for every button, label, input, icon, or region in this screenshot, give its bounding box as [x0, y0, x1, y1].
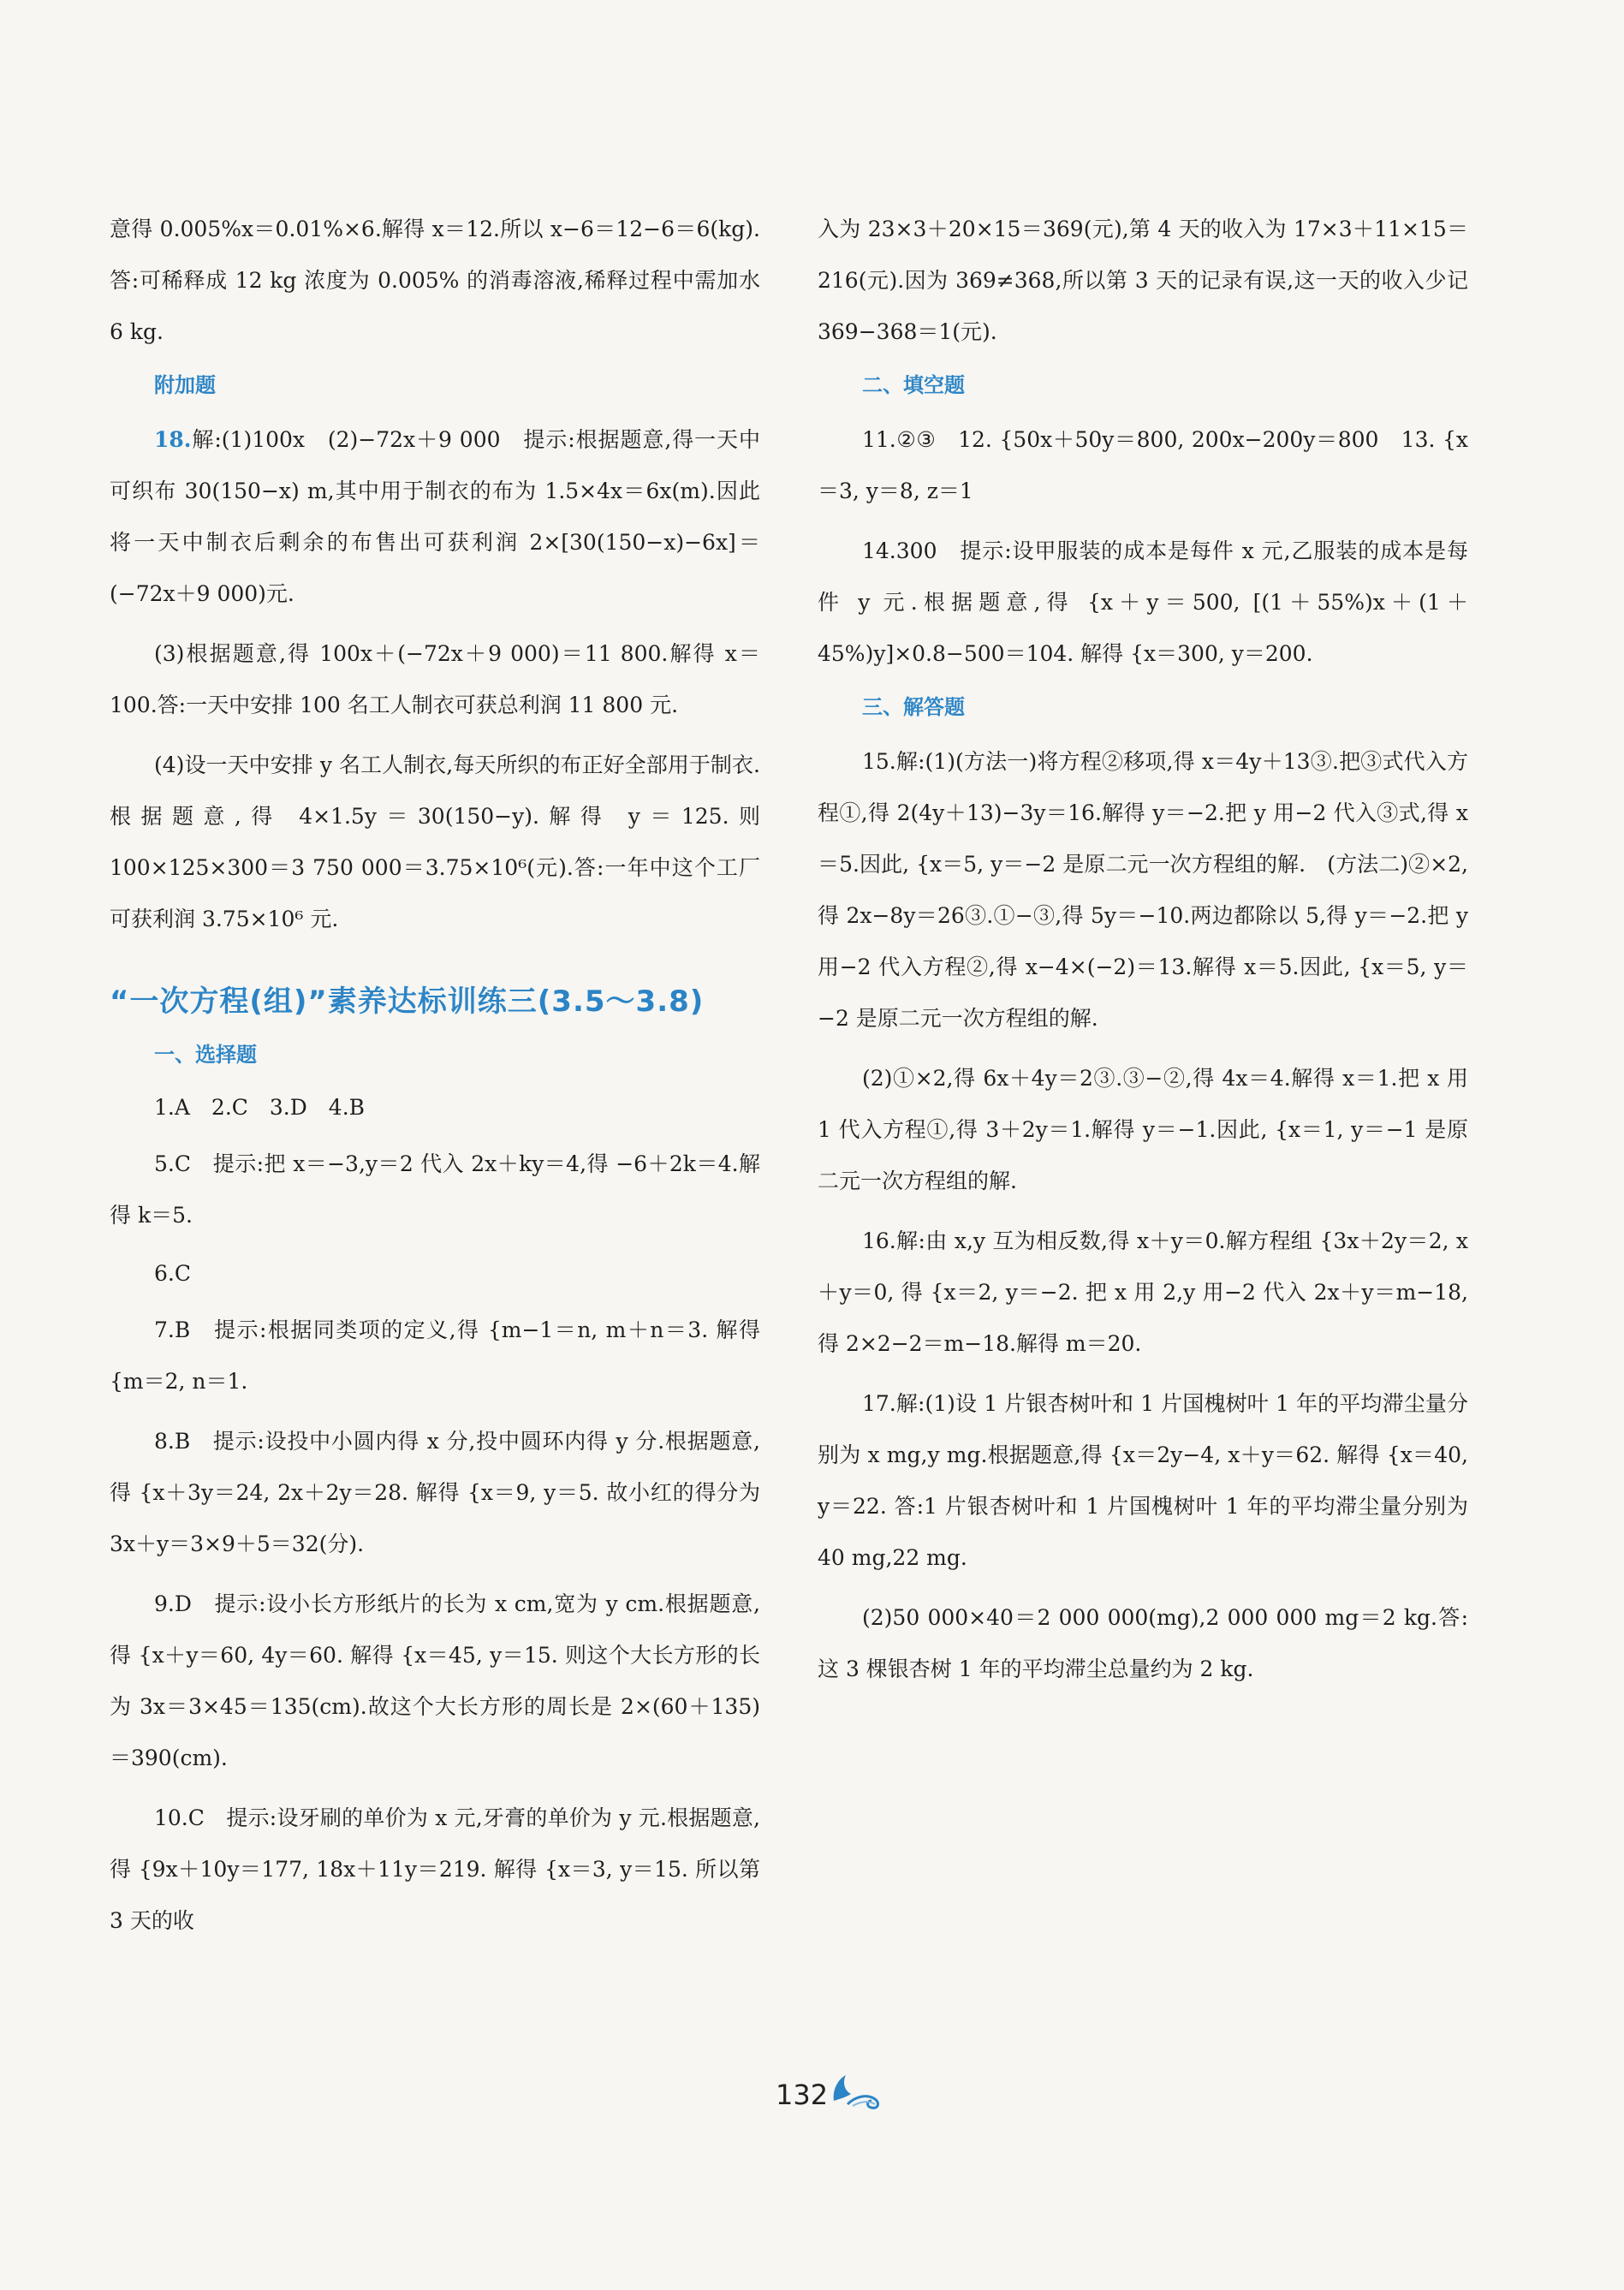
question-9: 9.D 提示:设小长方形纸片的长为 x cm,宽为 y cm.根据题意,得 {x＋y＝60, 4y＝60. 解得 {x＝45, y＝15. 则这个大长方形的长为 3x＝3×45＝135(cm).故这个大长方形的周长是 2×(60＋135)＝390(cm).	[110, 1591, 760, 1770]
question-18-part4: (4)设一天中安排 y 名工人制衣,每天所织的布正好全部用于制衣.根据题意,得 4×1.5y＝30(150−y).解得 y＝125.则 100×125×300＝3 750 000＝3.75×10⁶(元).答:一年中这个工厂可获利润 3.75×10⁶ 元.	[110, 752, 767, 931]
question-14: 14.300 提示:设甲服装的成本是每件 x 元,乙服装的成本是每件 y 元.根据题意,得 {x＋y＝500, [(1＋55%)x＋(1＋45%)y]×0.8−500＝104. 解得 {x＝300, y＝200.	[818, 538, 1468, 666]
section-title: “一次方程(组)”素养达标训练三(3.5～3.8)	[110, 984, 705, 1019]
question-8: 8.B 提示:设投中小圆内得 x 分,投中圆环内得 y 分.根据题意,得 {x＋3y＝24, 2x＋2y＝28. 解得 {x＝9, y＝5. 故小红的得分为 3x＋y＝3×9＋5＝32(分).	[110, 1429, 767, 1556]
answers-11-13: 11.②③ 12. {50x＋50y＝800, 200x−200y＝800 13. {x＝3, y＝8, z＝1	[818, 427, 1468, 503]
section-one-heading: 一、选择题	[154, 1043, 257, 1067]
question-10: 10.C 提示:设牙刷的单价为 x 元,牙膏的单价为 y 元.根据题意,得 {9x＋10y＝177, 18x＋11y＝219. 解得 {x＝3, y＝15. 所以第 3 天的收	[110, 1805, 767, 1933]
right-column	[818, 204, 1475, 1704]
carryover-paragraph: 意得 0.005%x＝0.01%×6.解得 x＝12.所以 x−6＝12−6＝6(kg).答:可稀释成 12 kg 浓度为 0.005% 的消毒溶液,稀释过程中需加水 6 kg.	[110, 217, 767, 344]
question-17-part2: (2)50 000×40＝2 000 000(mg),2 000 000 mg＝2 kg.答:这 3 棵银杏树 1 年的平均滞尘总量约为 2 kg.	[818, 1605, 1468, 1681]
swirl-logo-icon	[827, 2070, 892, 2109]
question-17-part1: 17.解:(1)设 1 片银杏树叶和 1 片国槐树叶 1 年的平均滞尘量分别为 x mg,y mg.根据题意,得 {x＝2y−4, x＋y＝62. 解得 {x＝40, y＝22. 答:1 片银杏树叶和 1 片国槐树叶 1 年的平均滞尘量分别为 40 mg,22 mg.	[818, 1391, 1475, 1570]
section-two-heading: 二、填空题	[862, 373, 965, 397]
left-column	[110, 204, 767, 1955]
question-5: 5.C 提示:把 x＝−3,y＝2 代入 2x＋ky＝4,得 −6＋2k＝4.解得 k＝5.	[110, 1151, 760, 1228]
answers-1-4: 1.A 2.C 3.D 4.B	[154, 1095, 366, 1120]
question-18-text: 解:(1)100x (2)−72x＋9 000 提示:根据题意,得一天中可织布 30(150−x) m,其中用于制衣的布为 1.5×4x＝6x(m).因此将一天中制衣后剩余的布售出可获利润 2×[30(150−x)−6x]＝(−72x＋9 000)元.	[110, 427, 760, 606]
question-18-part1-2	[110, 414, 760, 620]
question-15-part2: (2)①×2,得 6x＋4y＝2③.③−②,得 4x＝4.解得 x＝1.把 x 用 1 代入方程①,得 3＋2y＝1.解得 y＝−1.因此, {x＝1, y＝−1 是原二元一次方程组的解.	[818, 1066, 1475, 1193]
question-6: 6.C	[154, 1261, 191, 1286]
section-three-heading: 三、解答题	[862, 695, 965, 719]
question-10-continued: 入为 23×3＋20×15＝369(元),第 4 天的收入为 17×3＋11×15＝216(元).因为 369≠368,所以第 3 天的记录有误,这一天的收入少记 369−368＝1(元).	[818, 217, 1475, 344]
question-15-part1: 15.解:(1)(方法一)将方程②移项,得 x＝4y＋13③.把③式代入方程①,得 2(4y＋13)−3y＝16.解得 y＝−2.把 y 用−2 代入③式,得 x＝5.因此, {x＝5, y＝−2 是原二元一次方程组的解. (方法二)②×2,得 2x−8y＝26③.①−③,得 5y＝−10.两边都除以 5,得 y＝−2.把 y 用−2 代入方程②,得 x−4×(−2)＝13.解得 x＝5.因此, {x＝5, y＝−2 是原二元一次方程组的解.	[818, 749, 1475, 1031]
page-number: 132	[776, 2079, 829, 2111]
extra-questions-heading: 附加题	[154, 373, 216, 397]
question-16: 16.解:由 x,y 互为相反数,得 x＋y＝0.解方程组 {3x＋2y＝2, x＋y＝0, 得 {x＝2, y＝−2. 把 x 用 2,y 用−2 代入 2x＋y＝m−18,得 2×2−2＝m−18.解得 m＝20.	[818, 1228, 1468, 1356]
question-18-number: 18.	[154, 427, 192, 452]
question-18-part3: (3)根据题意,得 100x＋(−72x＋9 000)＝11 800.解得 x＝100.答:一天中安排 100 名工人制衣可获总利润 11 800 元.	[110, 641, 760, 717]
question-7: 7.B 提示:根据同类项的定义,得 {m−1＝n, m＋n＝3. 解得 {m＝2, n＝1.	[110, 1317, 767, 1394]
